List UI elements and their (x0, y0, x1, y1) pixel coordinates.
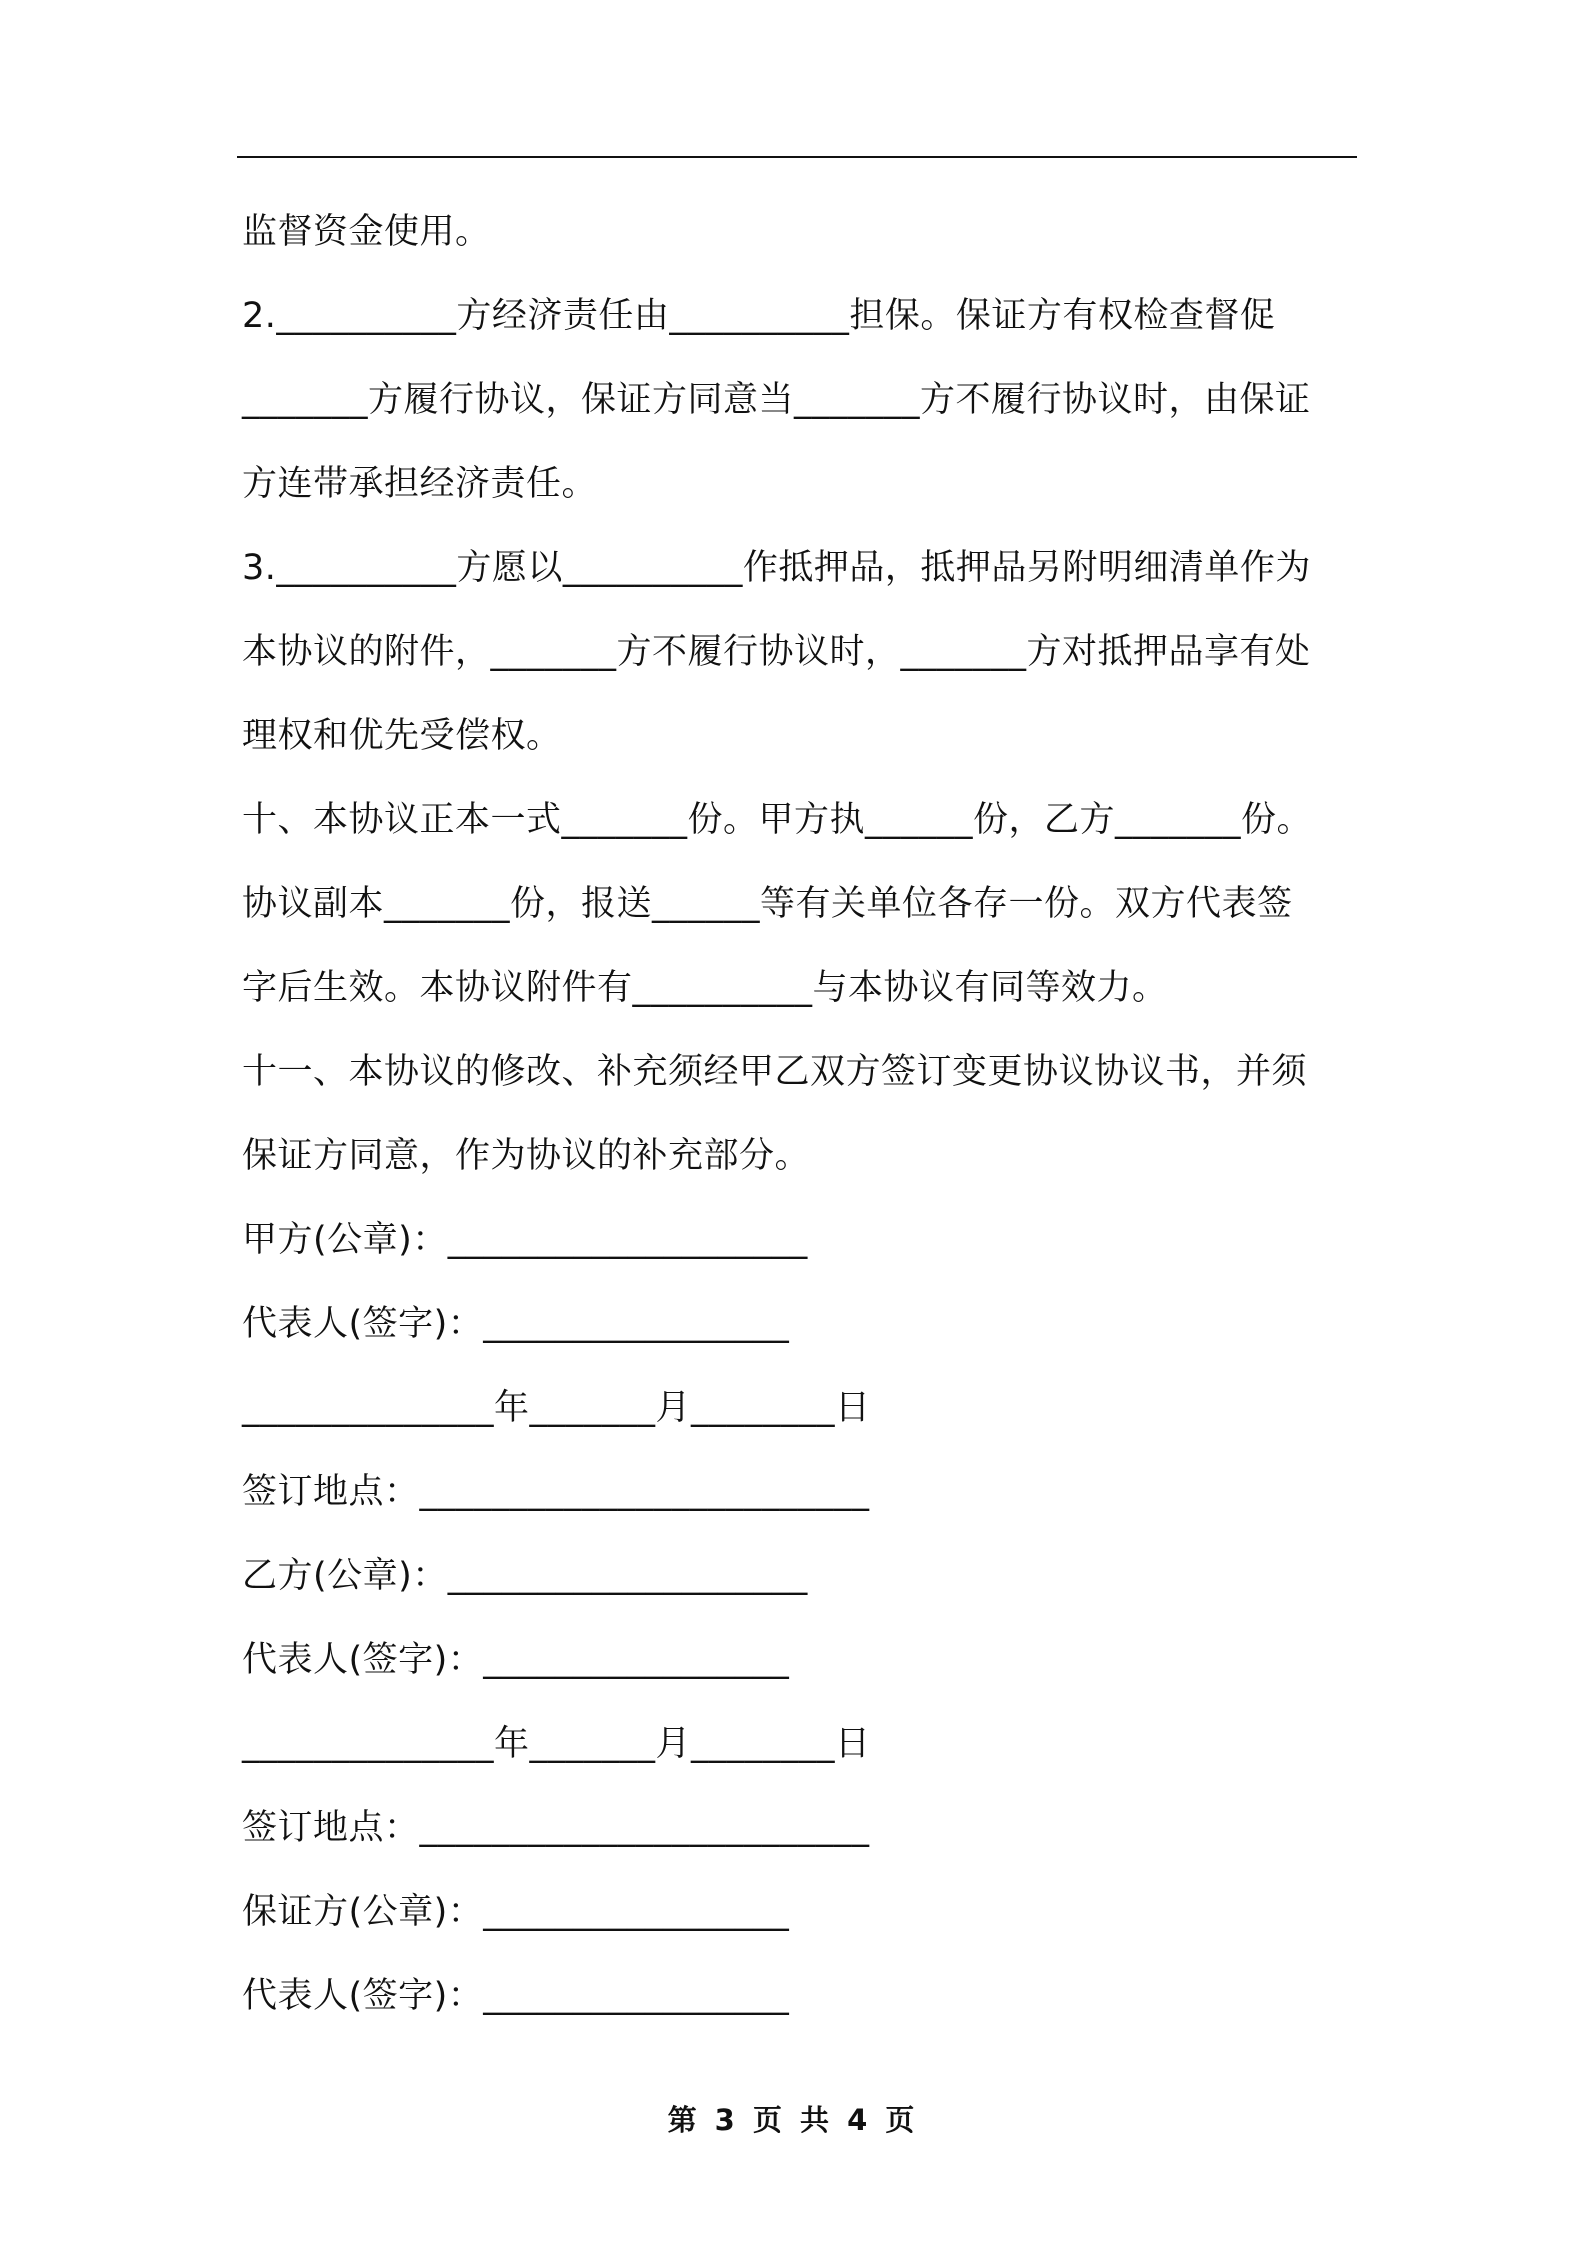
text-line: _______方履行协议，保证方同意当_______方不履行协议时，由保证 (242, 380, 1311, 420)
signature-line-party-b-seal: 乙方(公章)：____________________ (242, 1556, 808, 1596)
text-line: 方连带承担经济责任。 (242, 464, 598, 504)
text-line: 十、本协议正本一式_______份。甲方执______份，乙方_______份。 (242, 800, 1313, 840)
header-rule (237, 156, 1357, 158)
signature-line-party-b-rep: 代表人(签字)：_________________ (242, 1640, 790, 1680)
signature-line-party-a-seal: 甲方(公章)：____________________ (242, 1220, 808, 1260)
text-line: 监督资金使用。 (242, 212, 491, 252)
text-line: 本协议的附件，_______方不履行协议时，_______方对抵押品享有处 (242, 632, 1311, 672)
text-line: 3.__________方愿以__________作抵押品，抵押品另附明细清单作为 (242, 548, 1311, 588)
text-line: 保证方同意，作为协议的补充部分。 (242, 1136, 811, 1176)
text-line: 十一、本协议的修改、补充须经甲乙双方签订变更协议协议书，并须 (242, 1052, 1308, 1092)
date-line-party-a: ______________年_______月________日 (242, 1388, 871, 1428)
signature-line-guarantor-seal: 保证方(公章)：_________________ (242, 1892, 790, 1932)
place-line-party-b: 签订地点：_________________________ (242, 1808, 870, 1848)
place-line-party-a: 签订地点：_________________________ (242, 1472, 870, 1512)
text-line: 协议副本_______份，报送______等有关单位各存一份。双方代表签 (242, 884, 1293, 924)
document-body (242, 190, 1360, 2038)
signature-line-guarantor-rep: 代表人(签字)：_________________ (242, 1976, 790, 2016)
date-line-party-b: ______________年_______月________日 (242, 1724, 871, 1764)
text-line: 2.__________方经济责任由__________担保。保证方有权检查督促 (242, 296, 1276, 336)
text-line: 字后生效。本协议附件有__________与本协议有同等效力。 (242, 968, 1168, 1008)
text-line: 理权和优先受偿权。 (242, 716, 562, 756)
page-number: 第 3 页 共 4 页 (667, 2103, 919, 2137)
signature-line-party-a-rep: 代表人(签字)：_________________ (242, 1304, 790, 1344)
